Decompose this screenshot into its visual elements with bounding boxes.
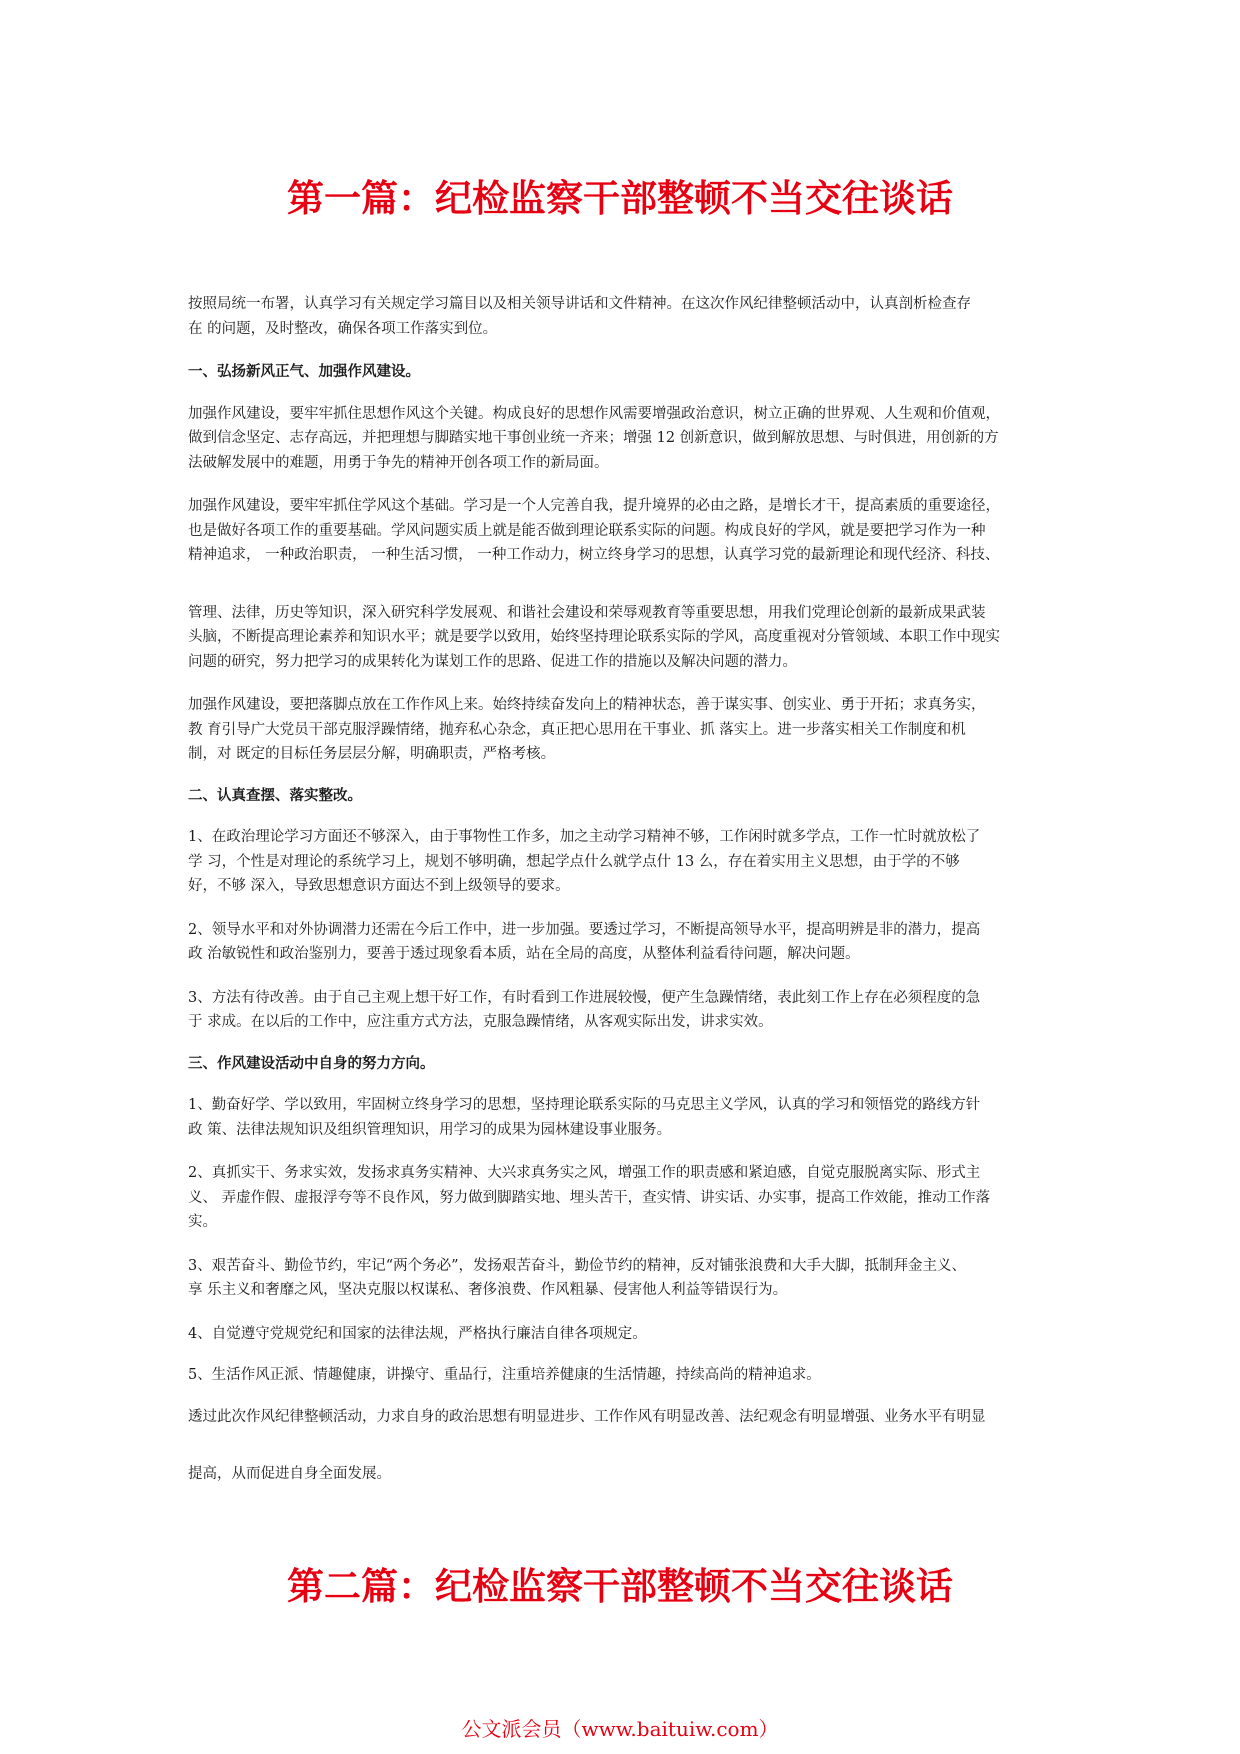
paragraph-line: 法破解发展中的难题，用勇于争先的精神开创各项工作的新局面。 (188, 454, 609, 471)
paragraph-line: 3、艰苦奋斗、勤俭节约，牢记“两个务必”，发扬艰苦奋斗，勤俭节约的精神，反对铺张浪费和大手大脚，抵制拜金主义、 (188, 1257, 967, 1274)
paragraph-line: 于 求成。在以后的工作中，应注重方式方法，克服急躁情绪，从客观实际出发，讲求实效。 (188, 1014, 773, 1030)
paragraph-line: 义、 弄虚作假、虚报浮夸等不良作风，努力做到脚踏实地、埋头苦干，查实情、讲实话、办实事，提高工作效能，推动工作落 (188, 1189, 991, 1206)
paragraph-line: 政 策、法律法规知识及组织管理知识，用学习的成果为园林建设事业服务。 (188, 1121, 672, 1138)
paragraph (188, 1161, 1058, 1235)
paragraph (188, 693, 1058, 767)
section-heading-1: 一、弘扬新风正气、加强作风建设。 (188, 364, 420, 380)
paragraph-line: 5、生活作风正派、情趣健康，讲操守、重品行，注重培养健康的生活情趣，持续高尚的精神追求。 (188, 1367, 821, 1383)
document-body (188, 292, 1058, 1487)
paragraph (188, 601, 1058, 675)
section-heading-2: 二、认真查摆、落实整改。 (188, 787, 362, 804)
paragraph-line: 2、真抓实干、务求实效，发扬求真务实精神、大兴求真务实之风，增强工作的职责感和紧迫感，自觉克服脱离实际、形式主 (188, 1165, 981, 1181)
paragraph-line: 做到信念坚定、志存高远，并把理想与脚踏实地干事创业统一齐来；增强 12 创新意识，做到解放思想、与时俱进，用创新的方 (188, 430, 999, 446)
paragraph-line: 管理、法律，历史等知识，深入研究科学发展观、和谐社会建设和荣辱观教育等重要思想，用我们党理论创新的最新成果武装 (188, 604, 986, 621)
paragraph-line: 4、自觉遵守党规党纪和国家的法律法规，严格执行廉洁自律各项规定。 (188, 1325, 647, 1342)
paragraph-line: 问题的研究，努力把学习的成果转化为谋划工作的思路、促进工作的措施以及解决问题的潜力。 (188, 653, 797, 670)
paragraph-line: 在 的问题，及时整改，确保各项工作落实到位。 (188, 320, 498, 337)
paragraph-line: 3、方法有待改善。由于自己主观上想干好工作，有时看到工作进展较慢，便产生急躁情绪，表此刻工作上存在必须程度的急 (188, 989, 981, 1006)
paragraph (188, 1093, 1058, 1142)
paragraph-line: 享 乐主义和奢靡之风，坚决克服以权谋私、奢侈浪费、作风粗暴、侵害他人利益等错误行为。 (188, 1282, 788, 1298)
paragraph-line: 2、领导水平和对外协调潜力还需在今后工作中，进一步加强。要透过学习，不断提高领导水平，提高明辨是非的潜力，提高 (188, 921, 981, 938)
paragraph-line: 政 治敏锐性和政治鉴别力，要善于透过现象看本质，站在全局的高度，从整体利益看待问题，解决问题。 (188, 946, 860, 962)
paragraph-line: 加强作风建设，要把落脚点放在工作作风上来。始终持续奋发向上的精神状态，善于谋实事、创实业、勇于开拓；求真务实， (188, 697, 986, 713)
paragraph-line: 好，不够 深入，导致思想意识方面达不到上级领导的要求。 (188, 878, 570, 894)
paragraph-line: 教 育引导广大党员干部克服浮躁情绪，抛弃私心杂念，真正把心思用在干事业、抓 落实上。进一步落实相关工作制度和机 (188, 721, 966, 738)
paragraph-line: 学 习，个性是对理论的系统学习上，规划不够明确，想起学点什么就学点什 13 么，存在着实用主义思想，由于学的不够 (188, 853, 960, 870)
paragraph-line: 制，对 既定的目标任务层层分解，明确职责，严格考核。 (188, 746, 556, 762)
paragraph (188, 918, 1058, 967)
paragraph (188, 986, 1058, 1035)
paragraph-line: 也是做好各项工作的重要基础。学风问题实质上就是能否做到理论联系实际的问题。构成良好的学风，就是要把学习作为一种 (188, 522, 986, 539)
paragraph-line: 按照局统一布署，认真学习有关规定学习篇目以及相关领导讲话和文件精神。在这次作风纪律整顿活动中，认真剖析检查存 (188, 296, 971, 312)
paragraph (188, 402, 1058, 476)
paragraph-line: 1、勤奋好学、学以致用，牢固树立终身学习的思想，坚持理论联系实际的马克思主义学风，认真的学习和领悟党的路线方针 (188, 1097, 981, 1113)
document-title-2: 第二篇：纪检监察干部整顿不当交往谈话 (287, 1564, 953, 1608)
document-title-1: 第一篇：纪检监察干部整顿不当交往谈话 (287, 176, 953, 220)
paragraph-line: 透过此次作风纪律整顿活动，力求自身的政治思想有明显进步、工作作风有明显改善、法纪观念有明显增强、业务水平有明显 (188, 1408, 986, 1425)
paragraph-line: 1、在政治理论学习方面还不够深入，由于事物性工作多，加之主动学习精神不够，工作闲时就多学点，工作一忙时就放松了 (188, 829, 981, 845)
section-heading-3: 三、作风建设活动中自身的努力方向。 (188, 1055, 435, 1072)
paragraph (188, 494, 1058, 568)
paragraph-line: 头脑，不断提高理论素养和知识水平；就是要学以致用，始终坚持理论联系实际的学风，高度重视对分管领域、本职工作中现实 (188, 629, 1000, 645)
paragraph-line: 实。 (188, 1214, 217, 1230)
paragraph (188, 825, 1058, 899)
paragraph-line: 精神追求， 一种政治职责， 一种生活习惯， 一种工作动力，树立终身学习的思想，认真学习党的最新理论和现代经济、科技、 (188, 547, 1000, 563)
paragraph-line: 加强作风建设，要牢牢抓住学风这个基础。学习是一个人完善自我，提升境界的必由之路，是增长才干，提高素质的重要途径， (188, 498, 1000, 514)
paragraph-line: 加强作风建设，要牢牢抓住思想作风这个关键。构成良好的思想作风需要增强政治意识，树立正确的世界观、人生观和价值观， (188, 405, 1000, 422)
intro-paragraph (188, 292, 1058, 341)
footer-watermark: 公文派会员（www.baituiw.com） (461, 1717, 779, 1741)
paragraph (188, 1254, 1058, 1303)
paragraph-line: 提高，从而促进自身全面发展。 (188, 1466, 391, 1482)
